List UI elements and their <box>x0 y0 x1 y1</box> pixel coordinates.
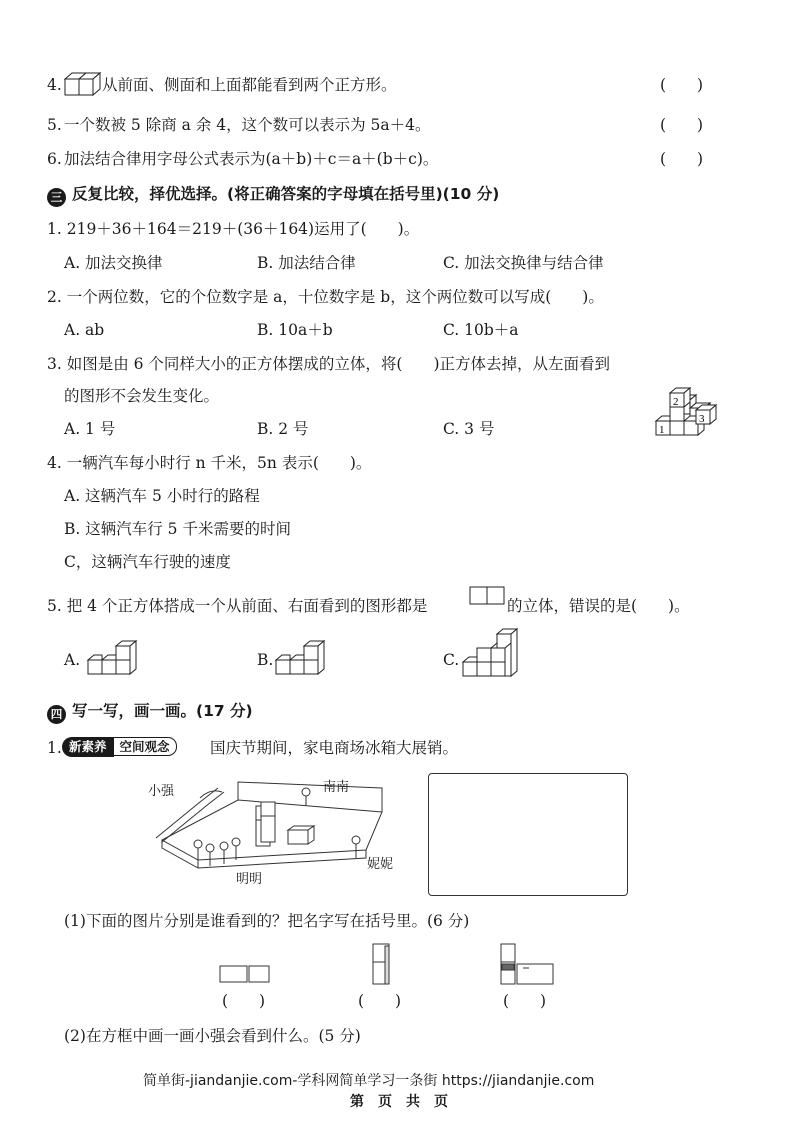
q4-stem: 4. 一辆汽车每小时行 n 千米，5n 表示( )。 <box>47 454 372 472</box>
q5-option-c[interactable]: C. <box>443 651 460 669</box>
section-4-heading <box>47 701 253 724</box>
q4-option-c[interactable]: C，这辆汽车行驶的速度 <box>64 553 231 571</box>
q2-option-c[interactable]: C. 10b＋a <box>443 321 519 339</box>
q4-option-a[interactable]: A. 这辆汽车 5 小时行的路程 <box>64 487 260 505</box>
q5-stem-after: 的立体，错误的是( )。 <box>507 597 690 615</box>
q5-stem-before: 5. 把 4 个正方体搭成一个从前面、右面看到的图形都是 <box>47 597 428 615</box>
q5-option-c-figure <box>461 630 517 682</box>
cube-pair-figure <box>64 70 100 98</box>
view-2-answer-paren[interactable]: ( ) <box>358 992 402 1010</box>
item-5-number: 5. <box>47 116 62 134</box>
q5-option-b-figure <box>274 636 326 680</box>
cube-label-3: 3 <box>699 413 705 425</box>
q1-stem: 1. 219＋36＋164＝219＋(36＋164)运用了( )。 <box>47 220 420 238</box>
q3-option-c[interactable]: C. 3 号 <box>443 420 495 438</box>
item-6-answer-paren[interactable]: ( ) <box>660 150 704 168</box>
q3-stem-line1: 3. 如图是由 6 个同样大小的正方体摆成的立体，将( )正方体去掉，从左面看到 <box>47 355 611 373</box>
footer-watermark: 简单街-jiandanjie.com-学科网简单学习一条街 https://jiandanjie.com <box>143 1073 595 1089</box>
q5-option-a-figure <box>86 636 138 680</box>
q2-option-a[interactable]: A. ab <box>64 321 105 339</box>
section-4-title: 写一写，画一画。(17 分) <box>72 702 253 720</box>
section-3-heading <box>47 184 499 207</box>
q1-option-c[interactable]: C. 加法交换律与结合律 <box>443 254 604 272</box>
tag-new-literacy: 新素养 <box>62 737 114 757</box>
drawing-answer-box[interactable] <box>428 773 628 896</box>
label-xiaoqiang: 小强 <box>148 784 175 799</box>
s4-q1-tags <box>62 737 177 757</box>
q4-option-b[interactable]: B. 这辆汽车行 5 千米需要的时间 <box>64 520 291 538</box>
two-square-view-figure <box>469 586 505 622</box>
view-picture-2 <box>371 942 393 988</box>
item-6-number: 6. <box>47 150 62 168</box>
q3-stem-line2: 的图形不会发生变化。 <box>64 387 220 405</box>
item-4-text: 从前面、侧面和上面都能看到两个正方形。 <box>102 76 397 94</box>
section-3-title: 反复比较，择优选择。(将正确答案的字母填在括号里)(10 分) <box>72 185 500 203</box>
q3-option-b[interactable]: B. 2 号 <box>257 420 309 438</box>
six-cube-figure <box>652 388 718 440</box>
footer-page-number: 第 页 共 页 <box>350 1094 448 1110</box>
q1-option-b[interactable]: B. 加法结合律 <box>257 254 356 272</box>
label-nini: 妮妮 <box>367 857 394 872</box>
item-4-number: 4. <box>47 76 62 94</box>
tag-spatial-concept: 空间观念 <box>113 737 177 756</box>
item-6-text: 加法结合律用字母公式表示为(a＋b)＋c＝a＋(b＋c)。 <box>64 150 439 168</box>
cube-label-2: 2 <box>673 396 679 408</box>
item-4-answer-paren[interactable]: ( ) <box>660 76 704 94</box>
label-nannan: 南南 <box>323 780 350 795</box>
s4-q1-number: 1. <box>47 739 62 757</box>
s4-q1-text: 国庆节期间，家电商场冰箱大展销。 <box>210 739 459 757</box>
section-4-badge: 四 <box>47 705 66 724</box>
sub-question-1: (1)下面的图片分别是谁看到的？把名字写在括号里。(6 分) <box>64 912 470 930</box>
q3-option-a[interactable]: A. 1 号 <box>64 420 116 438</box>
section-3-badge: 三 <box>47 188 66 207</box>
cube-label-1: 1 <box>659 424 665 436</box>
view-picture-1 <box>219 963 271 985</box>
item-5-text: 一个数被 5 除商 a 余 4，这个数可以表示为 5a＋4。 <box>64 116 431 134</box>
view-1-answer-paren[interactable]: ( ) <box>222 992 266 1010</box>
q5-option-b[interactable]: B. <box>257 651 274 669</box>
item-5-answer-paren[interactable]: ( ) <box>660 116 704 134</box>
view-3-answer-paren[interactable]: ( ) <box>503 992 547 1010</box>
q5-option-a[interactable]: A. <box>64 651 81 669</box>
label-mingming: 明明 <box>236 872 263 887</box>
q2-option-b[interactable]: B. 10a＋b <box>257 321 333 339</box>
view-picture-3 <box>499 942 557 988</box>
q2-stem: 2. 一个两位数，它的个位数字是 a，十位数字是 b，这个两位数可以写成( )。 <box>47 288 604 306</box>
sub-question-2: (2)在方框中画一画小强会看到什么。(5 分) <box>64 1027 361 1045</box>
q1-option-a[interactable]: A. 加法交换律 <box>64 254 163 272</box>
